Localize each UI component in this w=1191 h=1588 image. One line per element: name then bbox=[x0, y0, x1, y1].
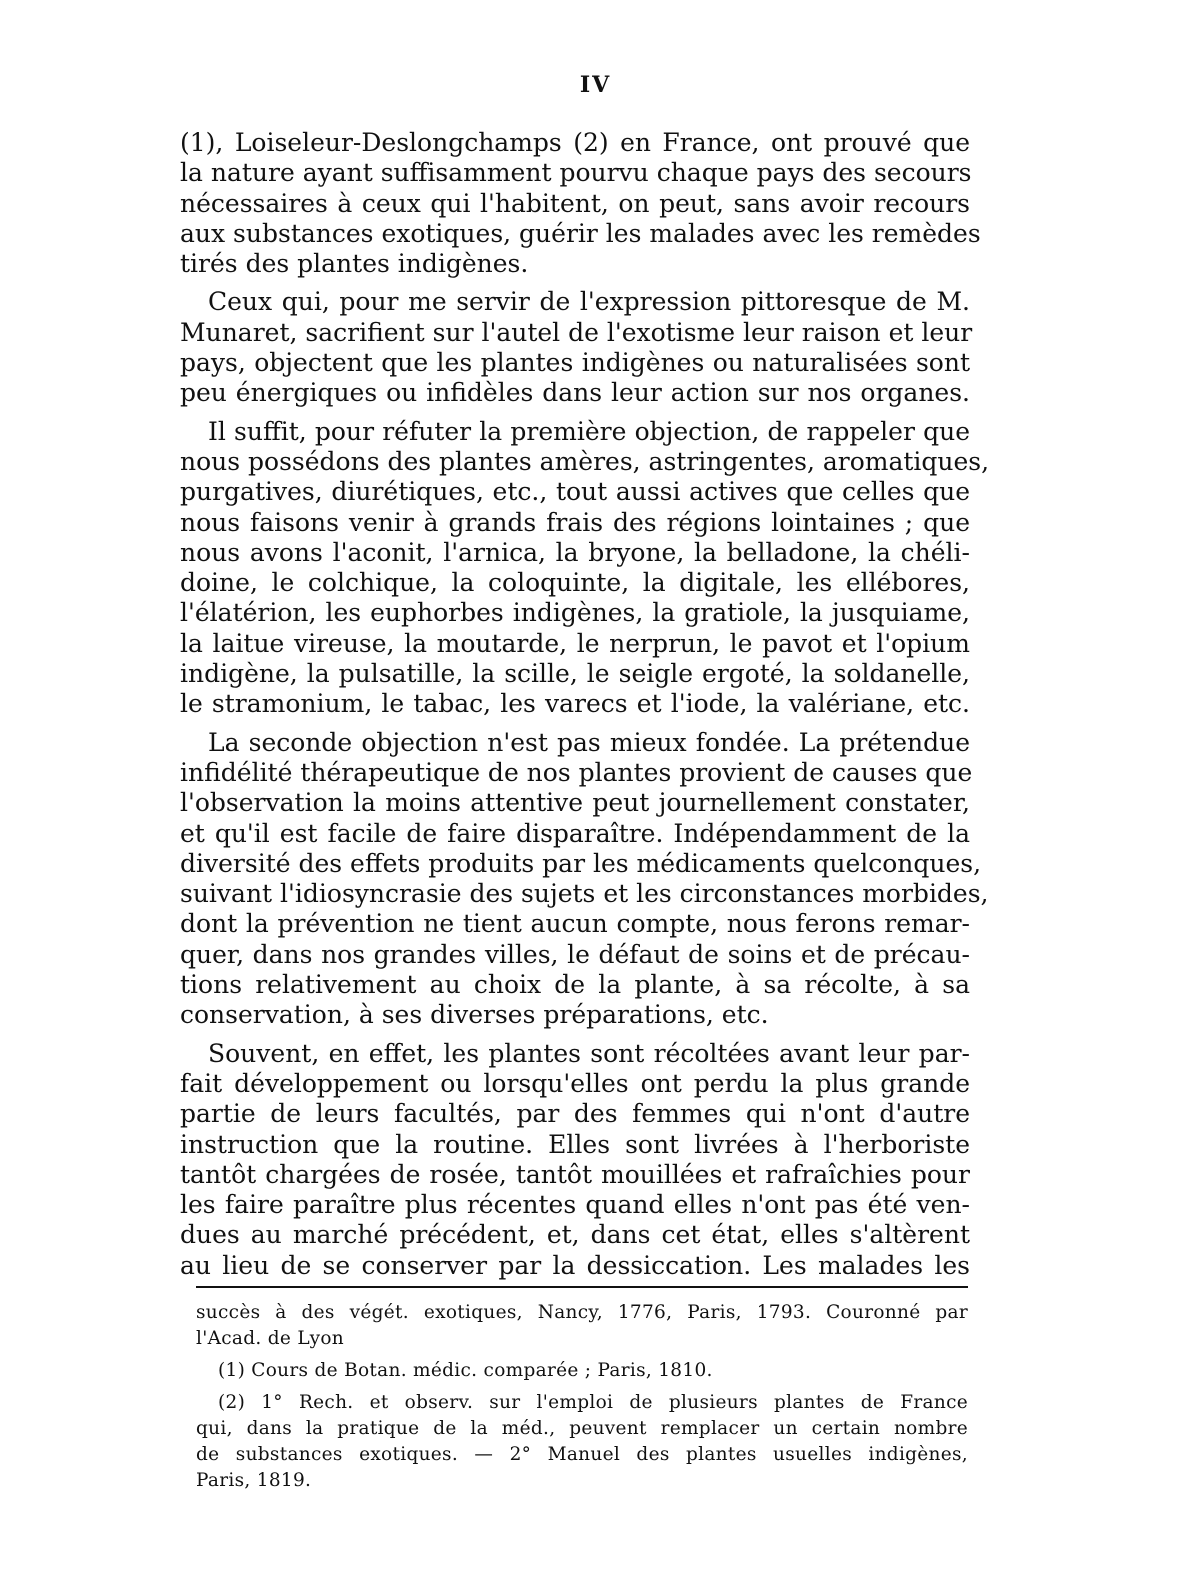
text-line: l'élatérion, les euphorbes indigènes, la gratiole, la jusquiame, bbox=[180, 598, 970, 628]
paragraph bbox=[180, 287, 973, 408]
footnote-line: succès à des végét. exotiques, Nancy, 1776, Paris, 1793. Couronné par bbox=[196, 1302, 968, 1323]
paragraph bbox=[180, 128, 981, 279]
text-line: au lieu de se conserver par la dessiccation. Les malades les bbox=[180, 1250, 970, 1280]
footnote-line: de substances exotiques. — 2° Manuel des plantes usuelles indigènes, bbox=[196, 1444, 968, 1465]
text-line: suivant l'idiosyncrasie des sujets et les circonstances morbides, bbox=[180, 879, 989, 909]
text-line: tantôt chargées de rosée, tantôt mouillées et rafraîchies pour bbox=[180, 1159, 970, 1189]
text-line: nécessaires à ceux qui l'habitent, on peut, sans avoir recours bbox=[180, 188, 970, 218]
text-line: purgatives, diurétiques, etc., tout aussi actives que celles que bbox=[180, 477, 970, 507]
text-line: conservation, à ses diverses préparations, etc. bbox=[180, 1000, 769, 1030]
text-line: (1), Loiseleur-Deslongchamps (2) en France, ont prouvé que bbox=[180, 128, 970, 157]
text-line: diversité des effets produits par les médicaments quelconques, bbox=[180, 848, 982, 878]
footnote bbox=[196, 1358, 968, 1384]
text-line: Ceux qui, pour me servir de l'expression pittoresque de M. bbox=[208, 287, 970, 317]
text-line: pays, objectent que les plantes indigènes ou naturalisées sont bbox=[180, 348, 970, 378]
text-line: indigène, la pulsatille, la scille, le seigle ergoté, la soldanelle, bbox=[180, 659, 970, 689]
paragraph bbox=[180, 1039, 970, 1281]
footnote bbox=[196, 1300, 968, 1352]
text-line: tions relativement au choix de la plante, à sa récolte, à sa bbox=[180, 970, 970, 1000]
footnote bbox=[196, 1390, 968, 1494]
text-line: fait développement ou lorsqu'elles ont perdu la plus grande bbox=[180, 1068, 970, 1098]
text-line: l'observation la moins attentive peut journellement constater, bbox=[180, 788, 970, 818]
text-line: dues au marché précédent, et, dans cet état, elles s'altèrent bbox=[180, 1220, 970, 1250]
text-line: quer, dans nos grandes villes, le défaut de soins et de précau- bbox=[180, 939, 970, 969]
text-line: La seconde objection n'est pas mieux fondée. La prétendue bbox=[208, 727, 970, 757]
footnote-line: l'Acad. de Lyon bbox=[196, 1328, 344, 1349]
footnote-line: Paris, 1819. bbox=[196, 1470, 312, 1491]
text-line: doine, le colchique, la coloquinte, la digitale, les ellébores, bbox=[180, 568, 970, 598]
paragraph bbox=[180, 416, 990, 720]
text-line: les faire paraître plus récentes quand elles n'ont pas été ven- bbox=[180, 1190, 970, 1220]
text-line: peu énergiques ou infidèles dans leur action sur nos organes. bbox=[180, 378, 970, 408]
text-line: Souvent, en effet, les plantes sont récoltées avant leur par- bbox=[208, 1038, 970, 1068]
text-line: et qu'il est facile de faire disparaître. Indépendamment de la bbox=[180, 818, 970, 848]
text-line: nous faisons venir à grands frais des régions lointaines ; que bbox=[180, 507, 970, 537]
footnote-separator bbox=[196, 1286, 968, 1288]
text-line: la laitue vireuse, la moutarde, le nerprun, le pavot et l'opium bbox=[180, 628, 970, 658]
footnote-line: (1) Cours de Botan. médic. comparée ; Paris, 1810. bbox=[218, 1360, 713, 1381]
text-line: nous avons l'aconit, l'arnica, la bryone, la belladone, la chéli- bbox=[180, 537, 970, 567]
footnotes bbox=[196, 1300, 968, 1500]
body-text bbox=[180, 128, 990, 1289]
text-line: dont la prévention ne tient aucun compte, nous ferons remar- bbox=[180, 909, 970, 939]
text-line: aux substances exotiques, guérir les malades avec les remèdes bbox=[180, 218, 981, 248]
text-line: nous possédons des plantes amères, astringentes, aromatiques, bbox=[180, 446, 990, 476]
text-line: Il suffit, pour réfuter la première objection, de rappeler que bbox=[208, 416, 970, 446]
text-line: partie de leurs facultés, par des femmes qui n'ont d'autre bbox=[180, 1099, 970, 1129]
text-line: infidélité thérapeutique de nos plantes provient de causes que bbox=[180, 757, 973, 787]
text-line: le stramonium, le tabac, les varecs et l'iode, la valériane, etc. bbox=[180, 689, 970, 719]
text-line: instruction que la routine. Elles sont livrées à l'herboriste bbox=[180, 1129, 970, 1159]
footnote-line: qui, dans la pratique de la méd., peuvent remplacer un certain nombre bbox=[196, 1418, 968, 1439]
page-number: IV bbox=[579, 72, 612, 98]
text-line: Munaret, sacrifient sur l'autel de l'exotisme leur raison et leur bbox=[180, 317, 973, 347]
paragraph bbox=[180, 727, 989, 1031]
text-line: tirés des plantes indigènes. bbox=[180, 249, 529, 279]
text-line: la nature ayant suffisamment pourvu chaque pays des secours bbox=[180, 158, 972, 188]
footnote-line: (2) 1° Rech. et observ. sur l'emploi de plusieurs plantes de France bbox=[218, 1392, 968, 1413]
